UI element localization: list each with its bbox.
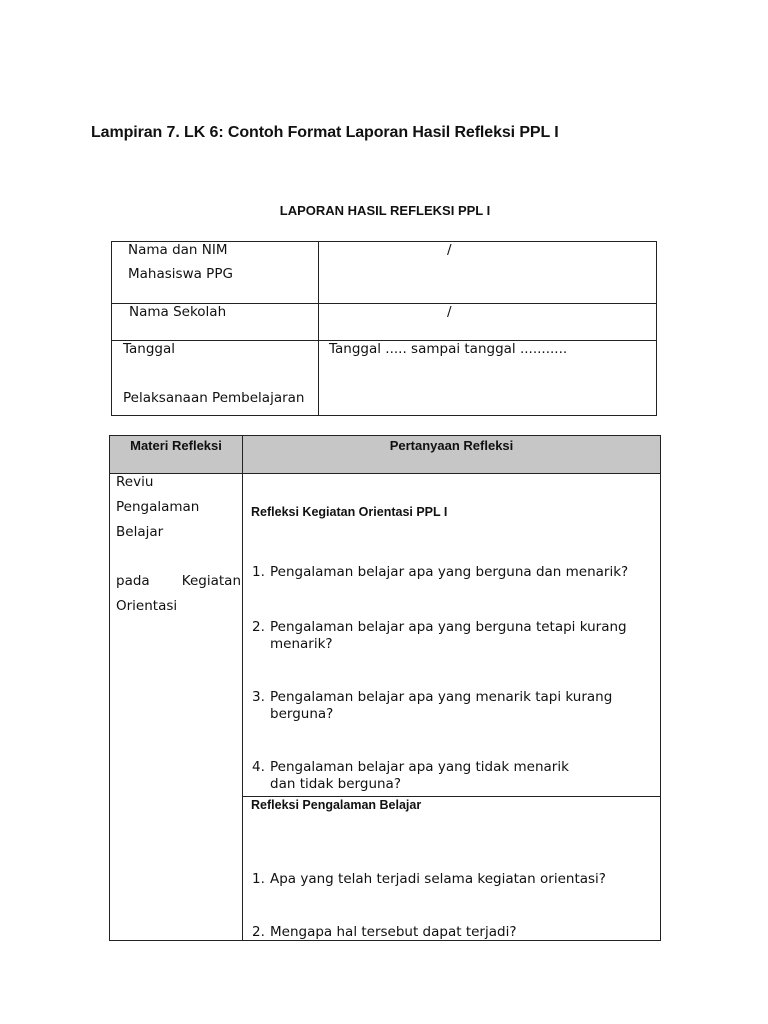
reflection-body-row	[110, 474, 661, 941]
block2-question-1	[252, 871, 652, 888]
question-number: 1.	[252, 871, 265, 887]
info-table	[111, 241, 657, 416]
pertanyaan-cell	[243, 474, 661, 941]
question-text: Apa yang telah terjadi selama kegiatan orientasi?	[270, 871, 606, 887]
info-label-cell	[112, 304, 319, 341]
block1-question-2	[252, 619, 642, 653]
date-label-line2: Pelaksanaan Pembelajaran	[123, 390, 305, 406]
reflection-table	[109, 435, 661, 941]
block2-question-2	[252, 924, 652, 941]
report-title: LAPORAN HASIL REFLEKSI PPL I	[279, 203, 491, 218]
block1-question-1	[252, 564, 652, 581]
block2-title: Refleksi Pengalaman Belajar	[251, 798, 422, 812]
name-nim-value-cell[interactable]	[319, 242, 657, 304]
materi-line: Orientasi	[116, 598, 178, 614]
block1-title: Refleksi Kegiatan Orientasi PPL I	[251, 505, 448, 519]
question-number: 3.	[252, 689, 265, 705]
materi-line: Reviu	[116, 474, 154, 490]
school-label: Nama Sekolah	[129, 304, 227, 320]
materi-line: Kegiatan	[181, 573, 241, 589]
materi-line: Belajar	[116, 524, 164, 540]
materi-cell	[110, 474, 243, 941]
date-value-cell[interactable]	[319, 341, 657, 416]
question-text: Pengalaman belajar apa yang tidak menarik dan tidak berguna?	[270, 759, 569, 792]
question-text: Mengapa hal tersebut dapat terjadi?	[270, 924, 517, 940]
materi-header-label: Materi Refleksi	[130, 438, 222, 453]
name-nim-value: /	[447, 242, 452, 258]
page-heading: Lampiran 7. LK 6: Contoh Format Laporan Hasil Refleksi PPL I	[91, 124, 559, 141]
info-row-date	[112, 341, 657, 416]
school-value: /	[447, 304, 452, 320]
pertanyaan-header-label: Pertanyaan Refleksi	[389, 438, 514, 453]
question-number: 1.	[252, 564, 265, 580]
question-number: 2.	[252, 924, 265, 940]
pertanyaan-header	[243, 436, 661, 474]
info-row-name-nim	[112, 242, 657, 304]
block1-question-3	[252, 689, 632, 723]
question-number: 4.	[252, 759, 265, 775]
reflection-header-row	[110, 436, 661, 474]
date-value: Tanggal ..... sampai tanggal ...........	[329, 341, 568, 357]
info-label-cell	[112, 242, 319, 304]
question-text: Pengalaman belajar apa yang berguna tetapi kurang menarik?	[270, 619, 627, 652]
materi-line: Pengalaman	[116, 499, 200, 515]
materi-header	[110, 436, 243, 474]
info-label-cell	[112, 341, 319, 416]
name-nim-label-line2: Mahasiswa PPG	[128, 266, 233, 282]
question-text: Pengalaman belajar apa yang berguna dan menarik?	[270, 564, 629, 580]
school-value-cell[interactable]	[319, 304, 657, 341]
info-row-school	[112, 304, 657, 341]
date-label-line1: Tanggal	[123, 341, 176, 357]
name-nim-label-line1: Nama dan NIM	[128, 242, 228, 258]
question-number: 2.	[252, 619, 265, 635]
block-divider	[243, 796, 660, 797]
question-text: Pengalaman belajar apa yang menarik tapi kurang berguna?	[270, 689, 613, 722]
materi-line: pada	[116, 573, 150, 589]
block1-question-4	[252, 759, 587, 793]
